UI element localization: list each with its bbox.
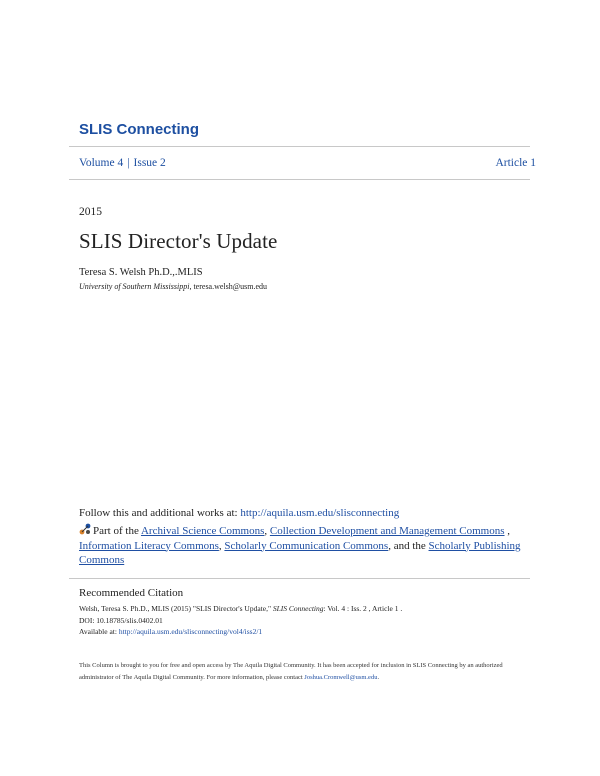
author-email[interactable]: , teresa.welsh@usm.edu bbox=[189, 282, 268, 291]
commons-separator: , bbox=[218, 539, 225, 552]
commons-separator: , bbox=[504, 525, 511, 537]
network-icon bbox=[79, 523, 91, 535]
issue-bar bbox=[79, 157, 536, 169]
citation-available bbox=[79, 626, 534, 638]
part-of-prefix: Part of the bbox=[93, 525, 141, 537]
commons-separator: , bbox=[264, 525, 270, 537]
bottom-divider bbox=[69, 179, 530, 180]
top-divider bbox=[69, 146, 530, 147]
follow-line bbox=[79, 507, 399, 519]
affiliation-name: University of Southern Mississippi bbox=[79, 282, 190, 291]
citation-volume: : Vol. 4 : Iss. 2 , Article 1 . bbox=[323, 604, 403, 613]
citation-block bbox=[79, 603, 534, 638]
article-link[interactable]: Article 1 bbox=[495, 157, 536, 169]
commons-link-literacy[interactable]: Information Literacy Commons bbox=[79, 539, 219, 552]
footer-end: . bbox=[377, 674, 380, 681]
available-prefix: Available at: bbox=[79, 627, 119, 636]
author-name: Teresa S. Welsh Ph.D.,.MLIS bbox=[79, 267, 203, 278]
breadcrumb-separator: | bbox=[127, 157, 130, 169]
recommended-citation-heading: Recommended Citation bbox=[79, 587, 184, 599]
citation-doi: DOI: 10.18785/slis.0402.01 bbox=[79, 615, 163, 625]
commons-link-publishing[interactable]: Scholarly Publishing Commons bbox=[79, 539, 521, 566]
author-affiliation bbox=[79, 282, 267, 291]
commons-separator: , and the bbox=[388, 539, 429, 552]
part-of-commons bbox=[79, 523, 534, 568]
collection-url-link[interactable]: http://aquila.usm.edu/slisconnecting bbox=[240, 507, 400, 519]
commons-link-archival[interactable]: Archival Science Commons bbox=[140, 525, 265, 537]
volume-link[interactable]: Volume 4 bbox=[79, 157, 124, 169]
journal-title[interactable]: SLIS Connecting bbox=[79, 121, 199, 138]
commons-link-communication[interactable]: Scholarly Communication Commons bbox=[224, 539, 389, 552]
article-url-link[interactable]: http://aquila.usm.edu/slisconnecting/vol4/iss2/1 bbox=[118, 627, 263, 636]
citation-text: Welsh, Teresa S. Ph.D., MLIS (2015) "SLIS Director's Update," bbox=[79, 604, 273, 613]
article-title: SLIS Director's Update bbox=[79, 229, 278, 253]
issue-link[interactable]: Issue 2 bbox=[133, 157, 166, 169]
follow-text: Follow this and additional works at: bbox=[79, 507, 241, 519]
citation-journal: SLIS Connecting bbox=[272, 604, 324, 613]
citation-divider bbox=[69, 578, 530, 579]
citation-line bbox=[79, 603, 534, 615]
issue-breadcrumb bbox=[79, 157, 166, 169]
access-footer bbox=[79, 660, 529, 684]
footer-text: This Column is brought to you for free and open access by The Aquila Digital Community. It has been accepted for inclusion in SLIS Connecting by an authorized administrator of The Aquila Digital Community. For more information, please contact bbox=[79, 662, 503, 681]
publication-year: 2015 bbox=[79, 206, 102, 218]
contact-email-link[interactable]: Joshua.Cromwell@usm.edu bbox=[304, 674, 378, 681]
commons-link-collection[interactable]: Collection Development and Management Commons bbox=[269, 525, 505, 537]
